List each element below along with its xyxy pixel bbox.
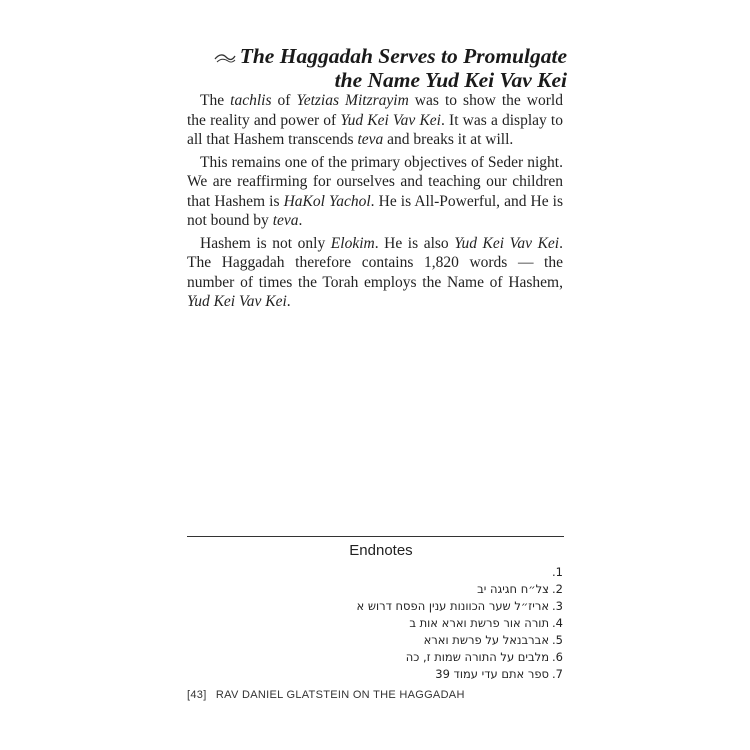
endnote-item [356, 649, 563, 666]
italic-term: teva [272, 212, 299, 229]
paragraph-text: Hashem is not only [200, 234, 331, 252]
endnote-number: 2. [552, 582, 563, 596]
endnote-text: מלבים על התורה שמות ז, כה [405, 650, 550, 664]
endnote-text: צל״ח חגיגה יב [477, 582, 550, 596]
endnote-item [356, 564, 563, 581]
endnote-number: 4. [552, 616, 563, 630]
paragraph-text: of [271, 92, 297, 109]
paragraph-text: . The Haggadah therefore contains 1,820 words — the number of times the Torah employs the Name of Hashem, [187, 234, 563, 291]
page-footer [187, 689, 465, 701]
italic-term: Yud Kei Vav Kei [187, 293, 287, 310]
endnote-number: 1. [552, 565, 563, 579]
endnote-text: אריז״ל שער הכוונות ענין הפסח דרוש א [356, 599, 550, 613]
endnote-number: 3. [552, 599, 563, 613]
endnotes-divider [187, 536, 564, 537]
endnote-item [356, 632, 563, 649]
endnote-text: אברבנאל על פרשת וארא [423, 633, 550, 647]
body-paragraph [187, 153, 563, 231]
paragraph-text: . [298, 212, 303, 229]
page-number: [43] [187, 689, 207, 701]
endnote-number: 7. [552, 667, 563, 681]
heading-line-2: the Name Yud Kei Vav Kei [334, 68, 567, 92]
body-paragraph [187, 91, 563, 150]
endnote-item [356, 581, 563, 598]
paragraph-text: . [286, 293, 291, 310]
endnote-item [356, 615, 563, 632]
endnote-item [356, 598, 563, 615]
endnote-text: תורה אור פרשת וארא אות ב [409, 616, 550, 630]
paragraph-text: was to show the world the reality and power of [187, 92, 563, 129]
body-paragraph [187, 234, 563, 312]
italic-term: HaKol Yachol [283, 192, 371, 210]
italic-term: Yud Kei Vav Kei [340, 111, 441, 129]
italic-term: Yud Kei Vav Kei [454, 234, 560, 252]
italic-term: Elokim [330, 234, 375, 252]
endnote-number: 5. [552, 633, 563, 647]
paragraph-text: . He is also [374, 234, 455, 252]
endnote-number: 6. [552, 650, 563, 664]
section-heading [214, 44, 567, 92]
endnote-text: ספר אתם עדי עמוד 39 [435, 667, 550, 681]
scroll-ornament-icon [214, 50, 236, 66]
endnotes-title: Endnotes [349, 542, 413, 559]
body-text [187, 91, 563, 315]
paragraph-text: The [200, 92, 231, 109]
paragraph-text: and breaks it at will. [383, 131, 514, 148]
heading-line-1-text: The Haggadah Serves to Promulgate [239, 44, 567, 68]
endnote-item [356, 666, 563, 683]
heading-line-1 [214, 44, 567, 68]
paragraph-text: . It was a display to all that Hashem transcends [187, 111, 563, 148]
endnotes-list [356, 564, 563, 683]
paragraph-text: . He is All-Powerful, and He is not bound by [187, 192, 564, 229]
running-title: RAV DANIEL GLATSTEIN ON THE HAGGADAH [215, 689, 465, 701]
italic-term: tachlis [230, 92, 272, 109]
paragraph-text: This remains one of the primary objectives of Seder night. We are reaffirming for ourselves and teaching our children that Hashem is [187, 153, 563, 210]
italic-term: teva [357, 131, 384, 148]
italic-term: Yetzias Mitzrayim [296, 92, 409, 109]
